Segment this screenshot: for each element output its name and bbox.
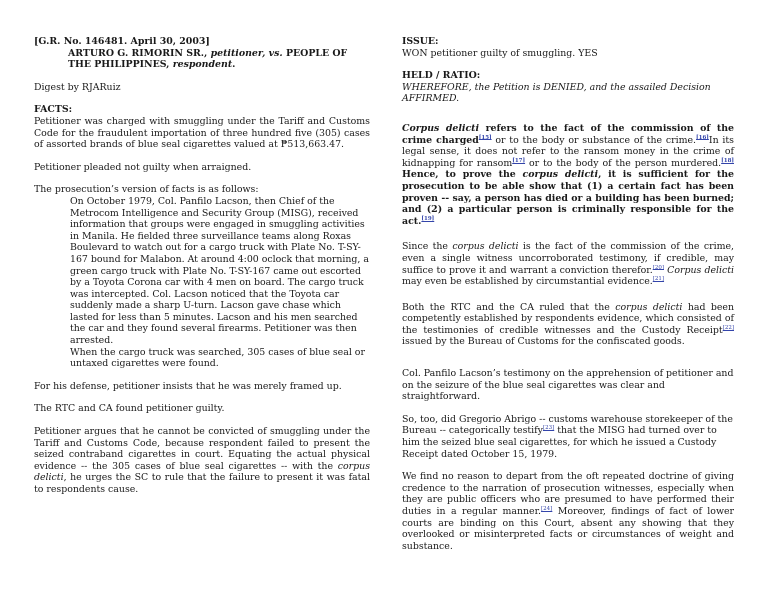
facts-heading: FACTS: xyxy=(34,104,73,116)
facts-p6-italic: corpus delicti xyxy=(34,460,371,484)
ratio-paragraph-2 xyxy=(402,241,734,287)
cd-text-8: , it is sufficient for the prosecution to be able show that (1) a certain fact has been proven -- say, a person has died or a building has been burned; and (2) a particular person is criminally responsible for the act. xyxy=(402,169,734,227)
footnote-20-link[interactable]: [20] xyxy=(652,264,664,271)
p3-italic: corpus delicti xyxy=(615,301,683,313)
ratio-paragraph-5 xyxy=(402,414,734,460)
p5-text-b: that the MISG had turned over to him the seized blue seal cigarettes, for which he issued a Custody Receipt dated October 15, 1979. xyxy=(402,425,717,460)
cd-text-5: or to the body of the person murdered. xyxy=(525,157,722,169)
corpus-delicti-paragraph xyxy=(402,123,734,227)
footnote-21-link[interactable]: [21] xyxy=(652,275,665,282)
petitioner-name: ARTURO G. RIMORIN SR., xyxy=(68,47,208,59)
facts-paragraph-3-intro: The prosecution’s version of facts is as follows: xyxy=(34,184,259,196)
issue-text: WON petitioner guilty of smuggling. YES xyxy=(402,47,598,59)
p2-italic: corpus delicti xyxy=(452,241,519,253)
footnote-22-link[interactable]: [22] xyxy=(722,324,734,331)
footnote-23-link[interactable]: [23] xyxy=(542,425,555,432)
facts-paragraph-1: Petitioner was charged with smuggling under the Tariff and Customs Code for the fraudulent importation of three hundred five (305) cases of assorted brands of blue seal cigarettes valued at ₱513,663.47. xyxy=(34,115,370,151)
footnote-17-link[interactable]: [17] xyxy=(512,157,526,164)
cd-text-6: Hence, to prove the xyxy=(402,169,523,181)
cd-term-2: corpus delicti xyxy=(522,169,599,181)
right-column xyxy=(402,36,734,563)
p2-text-c: may even be established by circumstantial evidence. xyxy=(402,276,653,288)
p2-text-b: is the fact of the commission of the crime, even a single witness uncorroborated testimony, if credible, may suffice to prove it and warrant a conviction therefor. xyxy=(402,241,734,276)
respondent-label: respondent xyxy=(172,59,233,71)
held-heading: HELD / RATIO: xyxy=(402,70,481,82)
respondent-name: PEOPLE OF THE PHILIPPINES, xyxy=(68,47,348,71)
facts-paragraph-3-body: On October 1979, Col. Panfilo Lacson, then Chief of the Metrocom Intelligence and Security Group (MISG), received information that groups were engaged in smuggling activities in Manila. He fielded three surveillance teams along Roxas Boulevard to watch out for a cargo truck with Plate No. T-SY-167 bound for Malabon. At around 4:00 oclock that morning, a green cargo truck with Plate No. T-SY-167 came out escorted by a Toyota Corona car with 4 men on board. The cargo truck was intercepted. Col. Lacson noticed that the Toyota car suddenly made a sharp U-turn. Lacson gave chase which lasted for less than 5 minutes. Lacson and his men searched the car and they found several firearms. Petitioner was then arrested. xyxy=(70,195,369,347)
footnote-16-link[interactable]: [16] xyxy=(696,134,709,141)
held-text: WHEREFORE, the Petition is DENIED, and the assailed Decision AFFIRMED. xyxy=(402,81,711,105)
facts-paragraph-3-last: When the cargo truck was searched, 305 cases of blue seal or untaxed cigarettes were found. xyxy=(70,346,365,370)
case-caption xyxy=(34,36,370,71)
digest-credit: Digest by RJARuiz xyxy=(34,81,121,93)
p5-text-a: So, too, did Gregorio Abrigo -- customs warehouse storekeeper of the Bureau -- categorically testify xyxy=(402,413,733,437)
p6-text-a: We find no reason to depart from the oft repeated doctrine of giving credence to the narration of prosecution witnesses, especially when they are public officers who are presumed to have performed their duties in a regular manner. xyxy=(402,471,734,517)
cd-text-3: or to the body or substance of the crime. xyxy=(491,134,697,146)
p2-text-a: Since the xyxy=(402,241,453,253)
case-number: [G.R. No. 146481. April 30, 2003] xyxy=(34,36,210,47)
footnote-15-link[interactable]: [15] xyxy=(478,134,492,141)
p3-text-b: had been competently established by respondents evidence, which consisted of the testimonies of credible witnesses and the Custody Receipt xyxy=(402,301,734,336)
issue-heading: ISSUE: xyxy=(402,36,439,47)
facts-p6-text-b: , he urges the SC to rule that the failure to present it was fatal to respondents cause. xyxy=(34,472,370,495)
p2-italic-2: Corpus delicti xyxy=(664,264,735,276)
facts-paragraph-2: Petitioner pleaded not guilty when arraigned. xyxy=(34,161,252,173)
footnote-24-link[interactable]: [24] xyxy=(541,505,553,512)
caption-period: . xyxy=(232,59,236,71)
versus-label: , vs. xyxy=(262,47,283,59)
ratio-paragraph-6 xyxy=(402,471,734,552)
facts-paragraph-5: The RTC and CA found petitioner guilty. xyxy=(34,403,225,415)
footnote-19-link[interactable]: [19] xyxy=(421,215,435,222)
left-column xyxy=(34,36,370,507)
facts-paragraph-6 xyxy=(34,426,370,496)
ratio-paragraph-3 xyxy=(402,302,734,348)
p6-text-b: Moreover, findings of fact of lower courts are binding on this Court, absent any showing that they overlooked or misinterpreted facts or circumstances of weight and substance. xyxy=(402,506,734,552)
facts-paragraph-4: For his defense, petitioner insists that he was merely framed up. xyxy=(34,380,342,392)
p3-text-c: issued by the Bureau of Customs for the confiscated goods. xyxy=(402,336,685,348)
footnote-18-link[interactable]: [18] xyxy=(721,157,734,164)
petitioner-label: petitioner xyxy=(210,47,263,59)
cd-text-2: refers to the fact of the commission of the crime charged xyxy=(402,122,734,146)
ratio-paragraph-4: Col. Panfilo Lacson’s testimony on the apprehension of petitioner and on the seizure of the blue seal cigarettes was clear and straightforward. xyxy=(402,368,734,403)
cd-term: Corpus delicti xyxy=(402,122,480,134)
cd-text-4: In its legal sense, it does not refer to the ransom money in the crime of kidnapping for ransom xyxy=(402,134,734,169)
p3-text-a: Both the RTC and the CA ruled that the xyxy=(402,301,616,313)
facts-p6-text-a: Petitioner argues that he cannot be convicted of smuggling under the Tariff and Customs Code, because respondent failed to present the seized contraband cigarettes in court. Equating the actual physical evidence -- the 305 cases of blue seal cigarettes -- with the xyxy=(34,426,370,472)
